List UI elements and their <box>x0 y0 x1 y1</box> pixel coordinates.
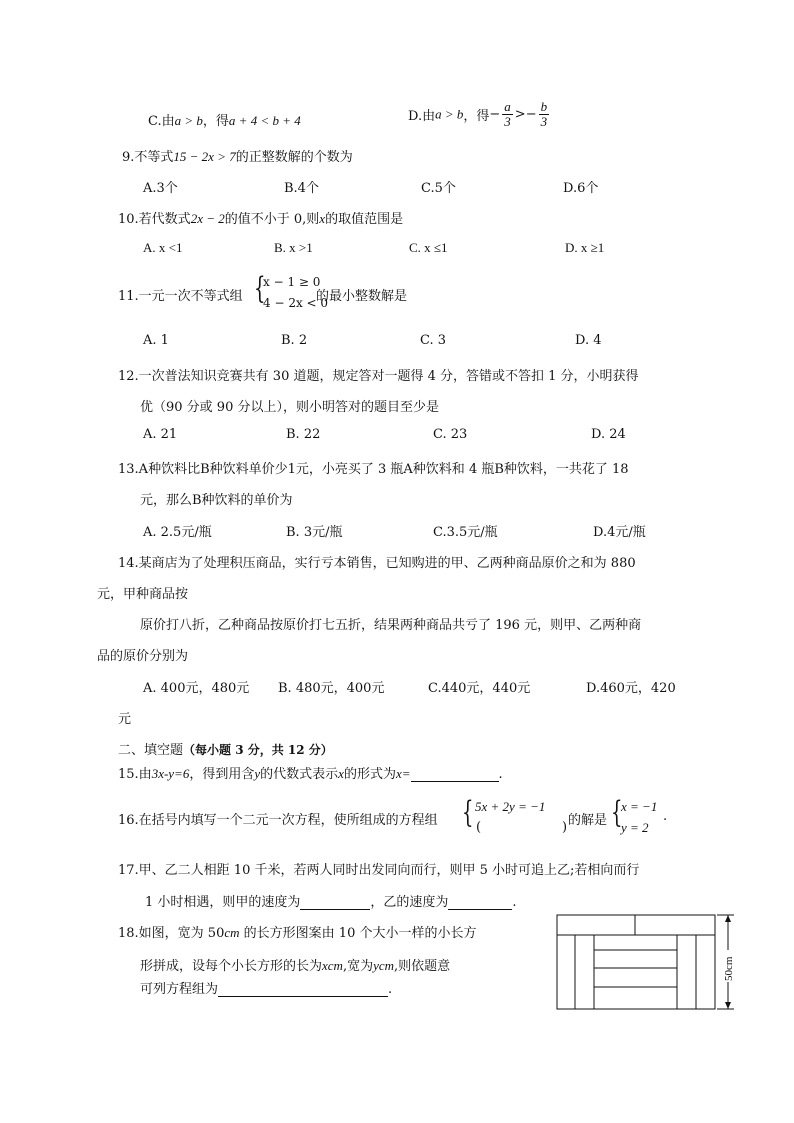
section-2-note: （每小题 3 分，共 12 分） <box>183 743 333 757</box>
q9-option-d: D.6个 <box>563 181 599 196</box>
q8-d-minus-2: − <box>525 107 537 122</box>
q18-answer-blank <box>218 981 388 997</box>
q11-option-d: D. 4 <box>575 333 602 348</box>
q9-stem: 9.不等式15 − 2x > 7的正整数解的个数为 <box>122 149 353 165</box>
q13-option-b: B. 3元/瓶 <box>286 525 343 540</box>
q12-line-1: 12.一次普法知识竞赛共有 30 道题，规定答对一题得 4 分，答错或不答扣 1 分，小明获得 <box>118 369 639 384</box>
q17-line-2: 1 小时相遇，则甲的速度为 ，乙的速度为 . <box>145 895 517 910</box>
q16-paren-close: ) <box>562 820 568 835</box>
q11-option-c: C. 3 <box>420 333 447 348</box>
q16-brace-left: { <box>462 795 474 830</box>
q14-line-3: 原价打八折，乙种商品按原价打七五折，结果两种商品共亏了 196 元，则甲、乙两种商 <box>140 618 642 633</box>
q11-ineq-1: x − 1 ≥ 0 <box>263 275 321 289</box>
q9-option-c: C.5个 <box>421 181 456 196</box>
q14-option-d: D.460元，420 <box>586 681 676 696</box>
q16-solution-1: x = −1 <box>621 799 658 814</box>
q8-d-fraction-a: $\frac{a}{3}$ <box>504 99 511 129</box>
figure-outer-rect <box>557 915 715 1009</box>
q12-option-d: D. 24 <box>591 427 626 442</box>
q16-end: . <box>663 809 668 824</box>
q12-option-b: B. 22 <box>286 427 321 442</box>
figure-dimension-label: 50cm <box>723 956 735 981</box>
q14-line-4: 品的原价分别为 <box>97 649 189 664</box>
q8-d-minus-1: − <box>489 107 501 122</box>
q8-d-gt: > <box>514 107 526 122</box>
q8-c-result: a + 4 < b + 4 <box>228 113 301 128</box>
q8-option-c <box>148 110 301 129</box>
q8-d-mid: ，得 <box>463 109 490 124</box>
q10-stem: 10.若代数式2x − 2的值不小于 0,则x的取值范围是 <box>118 211 404 227</box>
q9-option-b: B.4个 <box>284 181 319 196</box>
q8-option-d <box>408 100 551 129</box>
q14-option-a: A. 400元，480元 <box>143 681 250 696</box>
q14-option-d-overflow: 元 <box>118 712 132 727</box>
q13-option-d: D.4元/瓶 <box>593 525 646 540</box>
q18-line-3: 可列方程组为 . <box>140 982 393 997</box>
q16-solution-2: y = 2 <box>621 820 649 835</box>
q9-inequality: 15 − 2x > 7 <box>173 149 236 164</box>
q11-ineq-2: 4 − 2x < 0 <box>263 296 329 310</box>
q17-blank-yi <box>448 894 512 910</box>
q16-paren-open: ( <box>476 820 482 835</box>
q8-c-condition: a > b <box>174 113 203 128</box>
q12-line-2: 优（90 分或 90 分以上），则小明答对的题目至少是 <box>140 400 439 415</box>
q11-stem-suffix: 的最小整数解是 <box>316 289 408 304</box>
section-2-heading <box>118 739 333 758</box>
q16-stem-mid: 的解是 <box>568 813 608 828</box>
q15-stem: 15.由3x-y=6，得到用含y的代数式表示x的形式为x= . <box>118 766 503 782</box>
q18-line-1: 18.如图，宽为 50cm 的长方形图案由 10 个大小一样的小长方 <box>118 925 477 941</box>
q18-line-2: 形拼成，设每个小长方形的长为xcm,宽为ycm,则依题意 <box>140 958 451 974</box>
q8-d-fraction-b: $\frac{b}{3}$ <box>540 99 548 129</box>
q13-option-c: C.3.5元/瓶 <box>433 525 498 540</box>
q10-option-a: A. x <1 <box>143 240 183 255</box>
q9-option-a: A.3个 <box>143 181 178 196</box>
q10-option-b: B. x >1 <box>274 240 313 255</box>
q8-c-prefix: C.由 <box>148 114 175 129</box>
q13-line-2: 元，那么B种饮料的单价为 <box>140 493 293 508</box>
q15-answer-blank <box>411 766 499 782</box>
q16-brace-right: { <box>611 795 623 830</box>
q11-stem-prefix: 11.一元一次不等式组 <box>118 289 243 304</box>
q13-option-a: A. 2.5元/瓶 <box>143 525 212 540</box>
q8-c-mid: ，得 <box>202 114 229 129</box>
q8-d-condition: a > b <box>435 106 464 122</box>
q16-stem-prefix: 16.在括号内填写一个二元一次方程，使所组成的方程组 <box>118 813 438 828</box>
q11-brace: { <box>254 271 266 306</box>
q14-line-2: 元，甲种商品按 <box>97 587 189 602</box>
q15-equation: 3x-y=6 <box>151 766 190 781</box>
q11-option-b: B. 2 <box>281 333 308 348</box>
q8-d-prefix: D.由 <box>408 109 436 124</box>
q17-line-1: 17.甲、乙二人相距 10 千米，若两人同时出发同向而行，则甲 5 小时可追上乙;若相向而行 <box>118 863 640 878</box>
q13-line-1: 13.A种饮料比B种饮料单价少1元，小亮买了 3 瓶A种饮料和 4 瓶B种饮料，一共花了 18 <box>118 462 629 477</box>
q10-option-d: D. x ≥1 <box>565 240 605 255</box>
q10-option-c: C. x ≤1 <box>409 240 448 255</box>
q10-expression: 2x − 2 <box>190 211 225 226</box>
q17-blank-jia <box>300 894 370 910</box>
q16-equation-1: 5x + 2y = −1 <box>475 799 546 814</box>
q11-option-a: A. 1 <box>143 333 169 348</box>
q12-option-a: A. 21 <box>143 427 178 442</box>
section-2-title: 二、填空题 <box>118 743 184 758</box>
q18-rectangle-figure <box>554 912 738 1012</box>
q12-option-c: C. 23 <box>433 427 468 442</box>
q14-line-1: 14.某商店为了处理积压商品，实行亏本销售，已知购进的甲、乙两种商品原价之和为 880 <box>118 556 636 571</box>
q14-option-c: C.440元，440元 <box>428 681 531 696</box>
q14-option-b: B. 480元，400元 <box>278 681 385 696</box>
